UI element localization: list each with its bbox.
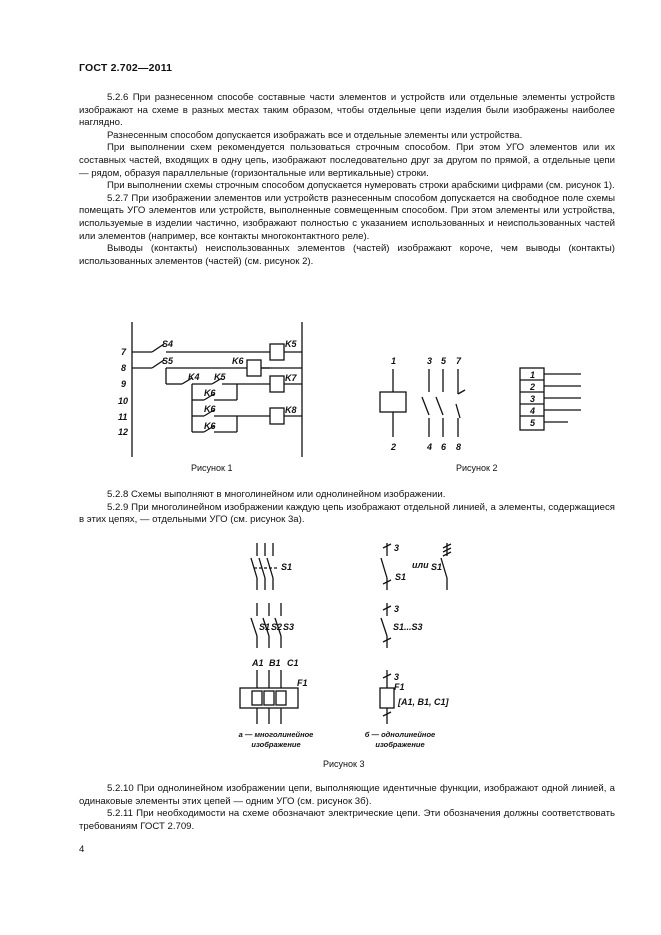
contact-label: K6 (204, 421, 216, 431)
figure-3b-subcaption: б — однолинейное изображение (364, 730, 436, 749)
terminal-number: 1 (530, 370, 536, 380)
contact-label: K4 (188, 372, 200, 382)
switch-label: S1 (431, 562, 443, 572)
pin-number: 1 (391, 356, 397, 366)
fuse-label: F1 (394, 682, 405, 692)
row-number: 11 (118, 412, 128, 422)
paragraph: Выводы (контакты) неиспользованных элементов (частей) изображают короче, чем выводы (контакты) использованных элементов (частей) (см. рисунок 2). (79, 243, 615, 267)
switch-label: S1 (259, 622, 271, 632)
paragraph: При выполнении схемы строчным способом допускается нумеровать строки арабскими цифрами (см. рисунок 1). (107, 180, 615, 192)
text-block-mid (79, 489, 615, 527)
row-number: 10 (118, 396, 129, 406)
fuse-label: F1 (297, 678, 308, 688)
contact-label: S5 (162, 356, 174, 366)
contact-label: K6 (204, 404, 216, 414)
relay-label: K7 (285, 373, 297, 383)
switch-label: S2 (271, 622, 283, 632)
figure-2-schematic (372, 352, 592, 458)
pin-number: 6 (441, 442, 447, 452)
terminal-number: 4 (530, 406, 536, 416)
pin-number: 3 (427, 356, 433, 366)
phase-label: A1 (252, 658, 264, 668)
switch-label: S1 (395, 572, 407, 582)
terminal-number: 5 (530, 418, 536, 428)
pin-number: 4 (427, 442, 433, 452)
contact-label: S4 (162, 339, 174, 349)
switch-label: S1...S3 (393, 622, 423, 632)
paragraph: 5.2.9 При многолинейном изображении каждую цепь изображают отдельной линией, а элементы, содержащиеся в этих цепях, — отдельными УГО (см. рисунок 3а). (79, 501, 615, 526)
line-count: 3 (394, 543, 400, 553)
line-count: 3 (394, 604, 400, 614)
row-number: 12 (118, 427, 129, 437)
row-number: 8 (121, 363, 127, 373)
pin-number: 2 (391, 442, 397, 452)
relay-label: K8 (285, 405, 297, 415)
contact-label: K6 (204, 388, 216, 398)
figure-3-schematic (225, 538, 455, 756)
contact-label: K5 (214, 372, 226, 382)
switch-label: S3 (283, 622, 295, 632)
relay-label: K6 (232, 356, 244, 366)
pin-number: 5 (441, 356, 447, 366)
page-number: 4 (79, 844, 85, 855)
figure-3-caption: Рисунок 3 (323, 759, 365, 769)
paragraph: 5.2.8 Схемы выполняют в многолинейном или однолинейном изображении. (107, 489, 446, 500)
paragraph: 5.2.7 При изображении элементов или устройств разнесенным способом допускается на свободное поле схемы помещать УГО элементов или устройств, выполненные совмещенным способом. При этом элементы или устройства, используемые в изделии частично, изображают полностью с указанием использованных и неиспользованных частей или элементов (например, все контакты многоконтактного реле). (79, 192, 615, 242)
document-header: ГОСТ 2.702—2011 (79, 62, 173, 74)
switch-label: S1 (281, 562, 293, 572)
row-number: 7 (121, 347, 127, 357)
terminal-number: 2 (530, 382, 536, 392)
text-block-bottom (79, 783, 615, 833)
figure-1-schematic (112, 322, 312, 462)
figure-3a-subcaption: а — многолинейное изображение (238, 730, 314, 749)
line-count: 3 (394, 672, 400, 682)
terminal-number: 3 (530, 394, 536, 404)
pin-number: 8 (456, 442, 462, 452)
paragraph: 5.2.10 При однолинейном изображении цепи, выполняющие идентичные функции, изображают одной линией, а одинаковые элементы этих цепей — одним УГО (см. рисунок 3б). (79, 783, 615, 807)
paragraph: При выполнении схем рекомендуется пользоваться строчным способом. При этом УГО элементов или их составных частей, входящих в одну цепь, изображают последовательно друг за другом по прямой, а отдельные цепи — рядом, образуя параллельные (горизонтальные или вертикальные) строки. (79, 142, 615, 179)
relay-label: K5 (285, 339, 297, 349)
pin-number: 7 (456, 356, 462, 366)
text-block-top (79, 92, 615, 268)
paragraph: 5.2.6 При разнесенном способе составные части элементов и устройств или отдельные элементы устройств изображают на схеме в разных местах таким образом, чтобы отдельные цепи изделия были изображены наиболее наглядно. (79, 92, 615, 129)
paragraph: Разнесенным способом допускается изображать все и отдельные элементы или устройства. (107, 129, 523, 141)
phase-label: B1 (269, 658, 281, 668)
figure-1-caption: Рисунок 1 (191, 463, 233, 473)
phase-set-label: [A1, B1, C1] (398, 697, 449, 707)
paragraph: 5.2.11 При необходимости на схеме обозначают электрические цепи. Эти обозначения должны соответствовать требованиям ГОСТ 2.709. (79, 808, 615, 832)
row-number: 9 (121, 379, 127, 389)
or-word: или (412, 560, 429, 570)
figure-2-caption: Рисунок 2 (456, 463, 498, 473)
phase-label: C1 (287, 658, 299, 668)
